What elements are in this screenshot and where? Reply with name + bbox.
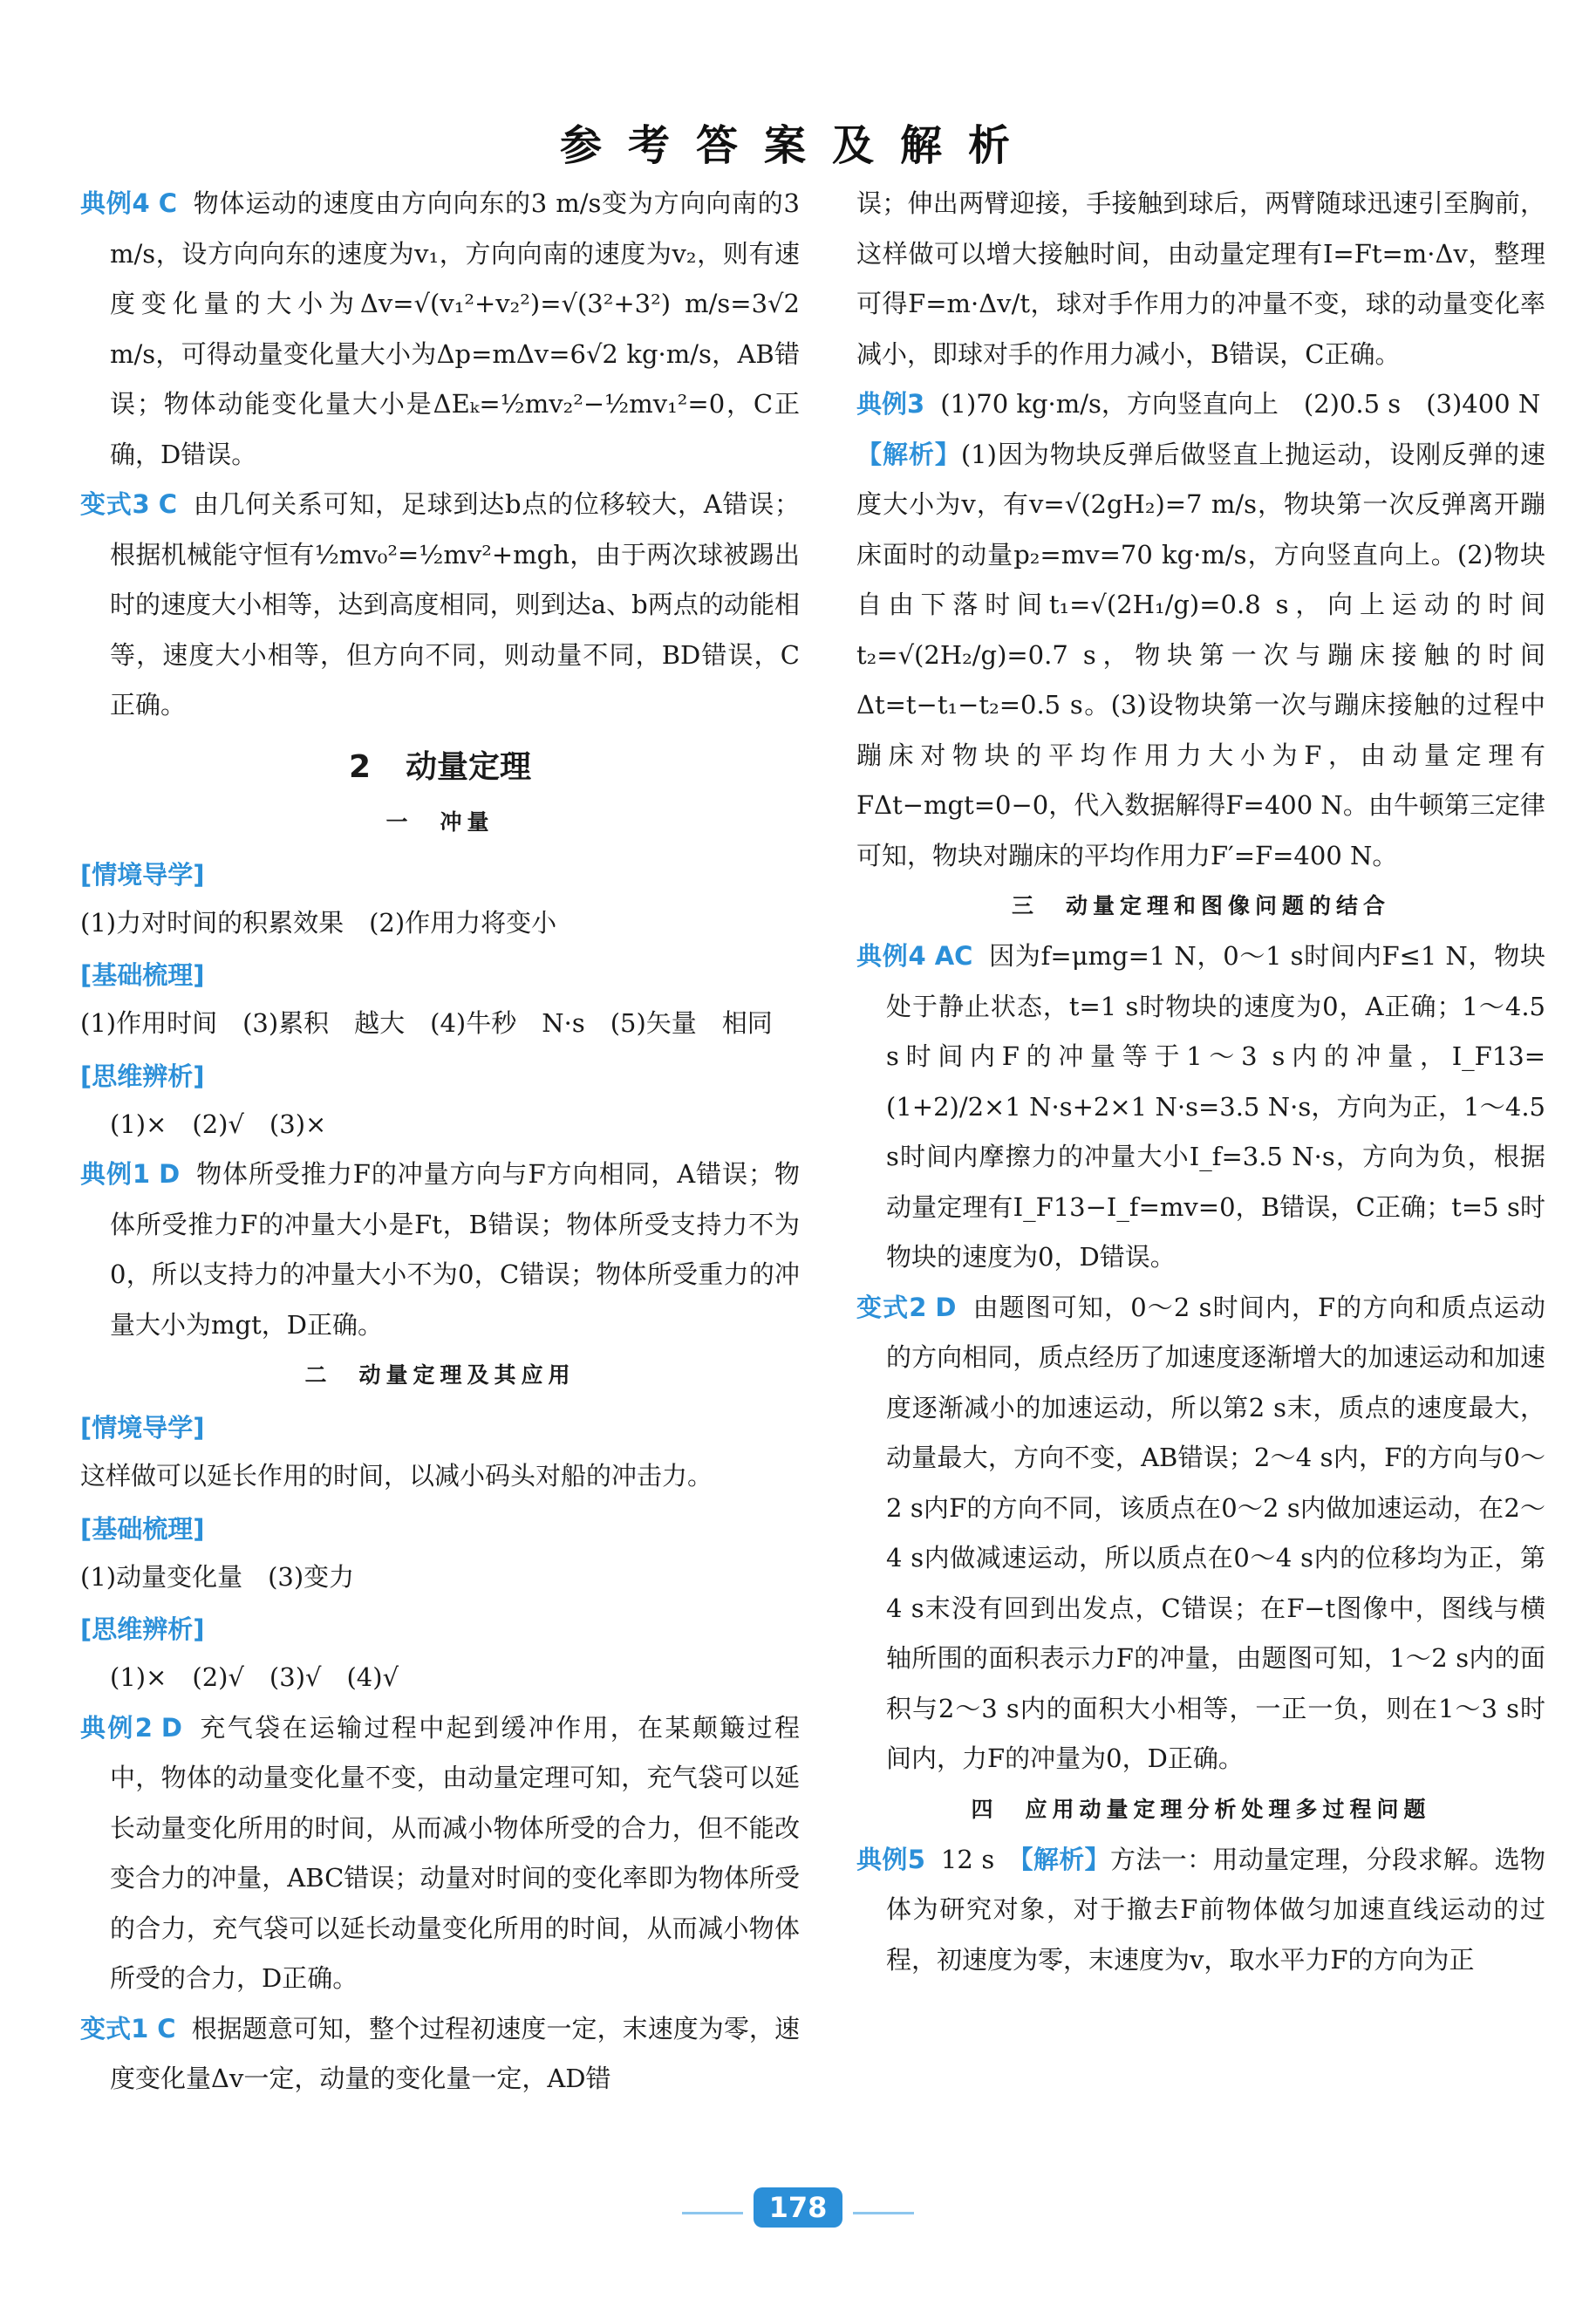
section-heading: 四 应用动量定理分析处理多过程问题 xyxy=(971,1796,1431,1822)
example-tag: 典例1 D xyxy=(80,1159,181,1189)
analysis-label: 【解析】 xyxy=(856,439,961,469)
variant-tag: 变式2 D xyxy=(856,1292,957,1322)
section-label: [基础梳理] xyxy=(80,960,205,990)
page-number-badge: 178 xyxy=(754,2187,843,2228)
page-number xyxy=(0,2187,1596,2228)
section-label: [基础梳理] xyxy=(80,1513,205,1544)
answer-text: 误；伸出两臂迎接，手接触到球后，两臂随球迅速引至胸前，这样做可以增大接触时间，由动量定理有I=Ft=m·Δv，整理可得F=m·Δv/t，球对手作用力的冲量不变，球的动量变化率减小，即球对手的作用力减小，B错误，C正确。 xyxy=(856,188,1545,369)
left-column xyxy=(80,179,800,2105)
answer-paragraph: 变式3 C 由几何关系可知，足球到达b点的位移较大，A错误；根据机械能守恒有½mv₀²=½mv²+mgh，由于两次球被踢出时的速度大小相等，达到高度相同，则到达a、b两点的动能相等，速度大小相等，但方向不同，则动量不同，BD错误，C正确。 xyxy=(80,489,800,720)
example-tag: 典例5 xyxy=(856,1844,925,1874)
divider xyxy=(853,2212,914,2214)
variant-tag: 变式1 C xyxy=(80,2013,176,2043)
answer-paragraph: 典例5 12 s 【解析】方法一：用动量定理，分段求解。选物体为研究对象，对于撤去F前物体做匀加速直线运动的过程，初速度为零，末速度为v，取水平力F的方向为正 xyxy=(856,1844,1545,1975)
section-heading: 二 动量定理及其应用 xyxy=(304,1362,576,1388)
answer-text: 【解析】(1)因为物块反弹后做竖直上抛运动，设刚反弹的速度大小为v，有v=√(2gH₂)=7 m/s，物块第一次反弹离开蹦床面时的动量p₂=mv=70 kg·m/s，方向竖直向上。(2)物块自由下落时间t₁=√(2H₁/g)=0.8 s，向上运动的时间t₂=√(2H₂/g)=0.7 s，物块第一次与蹦床接触的时间Δt=t−t₁−t₂=0.5 s。(3)设物块第一次与蹦床接触的过程中蹦床对物块的平均作用力大小为F，由动量定理有FΔt−mgt=0−0，代入数据解得F=400 N。由牛顿第三定律可知，物块对蹦床的平均作用力F′=F=400 N。 xyxy=(856,439,1545,870)
answer-paragraph: 典例2 D 充气袋在运输过程中起到缓冲作用，在某颠簸过程中，物体的动量变化量不变，由动量定理可知，充气袋可以延长动量变化所用的时间，从而减小物体所受的合力，但不能改变合力的冲量，ABC错误；动量对时间的变化率即为物体所受的合力，充气袋可以延长动量变化所用的时间，从而减小物体所受的合力，D正确。 xyxy=(80,1712,800,1993)
answer-paragraph: 变式2 D 由题图可知，0～2 s时间内，F的方向和质点运动的方向相同，质点经历了加速度逐渐增大的加速运动和加速度逐渐减小的加速运动，所以第2 s末，质点的速度最大，动量最大，方向不变，AB错误；2～4 s内，F的方向与0～2 s内F的方向不同，该质点在0～2 s内做加速运动，在2～4 s内做减速运动，所以质点在0～4 s内的位移均为正，第4 s末没有回到出发点，C错误；在F−t图像中，图线与横轴所围的面积表示力F的冲量，由题图可知，1～2 s内的面积与2～3 s内的面积大小相等，一正一负，则在1～3 s时间内，力F的冲量为0，D正确。 xyxy=(856,1292,1545,1773)
answer-text: 这样做可以延长作用的时间，以减小码头对船的冲击力。 xyxy=(80,1461,713,1491)
answer-value: 12 s xyxy=(940,1844,995,1874)
answer-paragraph: 典例4 C 物体运动的速度由方向向东的3 m/s变为方向向南的3 m/s，设方向向东的速度为v₁，方向向南的速度为v₂，则有速度变化量的大小为Δv=√(v₁²+v₂²)=√(3²+3²) m/s=3√2 m/s，可得动量变化量大小为Δp=mΔv=6√2 kg·m/s，AB错误；物体动能变化量大小是ΔEₖ=½mv₂²−½mv₁²=0，C正确，D错误。 xyxy=(80,188,800,469)
section-heading: 一 冲量 xyxy=(385,809,494,835)
answer-paragraph: 典例1 D 物体所受推力F的冲量方向与F方向相同，A错误；物体所受推力F的冲量大小是Ft，B错误；物体所受支持力不为0，所以支持力的冲量大小不为0，C错误；物体所受重力的冲量大小为mgt，D正确。 xyxy=(80,1159,801,1340)
example-tag: 典例4 C xyxy=(80,188,178,218)
example-tag: 典例2 D xyxy=(80,1712,182,1743)
example-tag: 典例3 xyxy=(856,389,925,419)
section-heading: 三 动量定理和图像问题的结合 xyxy=(1011,893,1390,918)
answer-text: (1)作用时间 (3)累积 越大 (4)牛秒 N·s (5)矢量 相同 xyxy=(80,1008,773,1038)
answer-paragraph: 典例4 AC 因为f=μmg=1 N，0～1 s时间内F≤1 N，物块处于静止状态，t=1 s时物块的速度为0，A正确；1～4.5 s时间内F的冲量等于1～3 s内的冲量，I_F13=(1+2)/2×1 N·s+2×1 N·s=3.5 N·s，方向为正，1～4.5 s时间内摩擦力的冲量大小I_f=3.5 N·s，方向为负，根据动量定理有I_F13−I_f=mv=0，B错误，C正确；t=5 s时物块的速度为0，D错误。 xyxy=(856,941,1545,1272)
section-label: [情境导学] xyxy=(80,859,205,890)
section-label: [情境导学] xyxy=(80,1413,205,1443)
answer-text: (1)× (2)√ (3)√ (4)√ xyxy=(110,1662,399,1692)
section-label: [思维辨析] xyxy=(80,1061,205,1091)
analysis-label: 【解析】 xyxy=(1020,1844,1111,1874)
variant-tag: 变式3 C xyxy=(80,489,178,519)
answer-text: (1)× (2)√ (3)× xyxy=(110,1109,327,1139)
right-column xyxy=(856,179,1545,1985)
example-tag: 典例4 AC xyxy=(856,941,973,971)
answer-text: (1)动量变化量 (3)变力 xyxy=(80,1561,355,1592)
answer-text: (1)力对时间的积累效果 (2)作用力将变小 xyxy=(80,907,557,938)
chapter-heading: 2 动量定理 xyxy=(348,748,532,785)
answer-paragraph: 变式1 C 根据题意可知，整个过程初速度一定，末速度为零，速度变化量Δv一定，动量的变化量一定，AD错 xyxy=(80,2013,800,2093)
answer-value: (1)70 kg·m/s，方向竖直向上 (2)0.5 s (3)400 N xyxy=(940,389,1541,419)
divider xyxy=(682,2212,743,2214)
answer-paragraph xyxy=(856,379,1545,430)
page-title: 参考答案及解析 xyxy=(559,121,1036,170)
section-label: [思维辨析] xyxy=(80,1614,205,1644)
